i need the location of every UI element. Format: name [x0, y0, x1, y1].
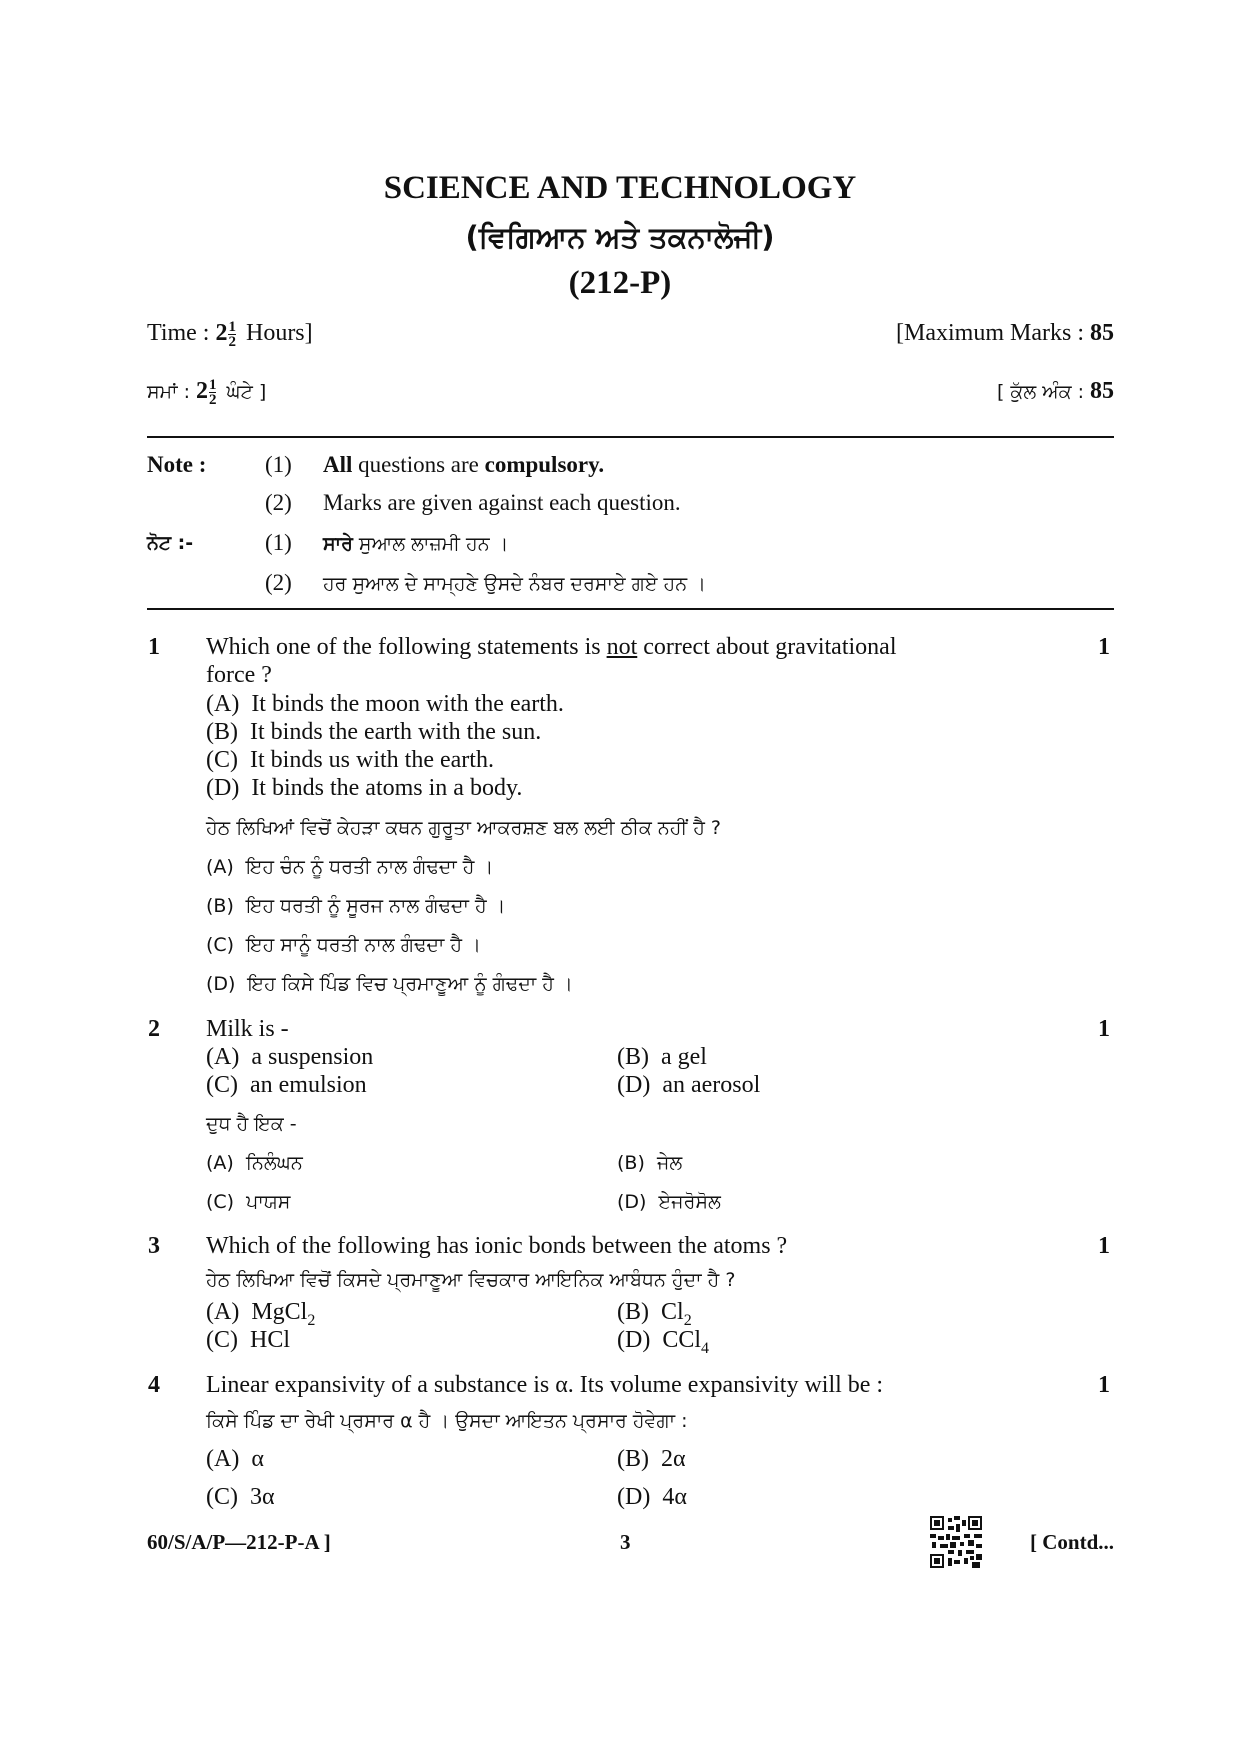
note-label-punjabi: ਨੋਟ :-	[147, 532, 194, 554]
q3-option-d: (D) CCl$_4$	[617, 1327, 710, 1357]
q1-option-c: (C) It binds us with the earth.	[206, 747, 494, 773]
q2-text: Milk is -	[206, 1016, 289, 1042]
q3-number: 3	[148, 1233, 160, 1259]
q2-option-a-punjabi: (A) ਨਿਲੰਘਨ	[206, 1152, 303, 1174]
q4-text: Linear expansivity of a substance is α. Its volume expansivity will be :	[206, 1372, 884, 1398]
note-label: Note :	[147, 452, 207, 477]
q1-marks: 1	[1098, 634, 1110, 660]
q2-option-b: (B) a gel	[617, 1044, 707, 1070]
q1-option-d: (D) It binds the atoms in a body.	[206, 775, 523, 801]
continued-label: [ Contd...	[1029, 1530, 1114, 1554]
note-p2-num: (2)	[265, 570, 292, 595]
q3-text-punjabi: ਹੇਠ ਲਿਖਿਆ ਵਿਚੋਂ ਕਿਸਦੇ ਪ੍ਰਮਾਣੂਆ ਵਿਚਕਾਰ ਆਇਨਿਕ ਆਬੰਧਨ ਹੁੰਦਾ ਹੈ ?	[206, 1269, 736, 1291]
time-line-punjabi: ਸਮਾਂ : 2 $\frac{1}{2}$ ਘੰਟੇ ]	[147, 377, 267, 408]
q2-option-d: (D) an aerosol	[617, 1072, 761, 1098]
q4-option-d: (D) 4α	[617, 1484, 687, 1510]
q1-text-punjabi: ਹੇਠ ਲਿਖਿਆਂ ਵਿਚੋਂ ਕੇਹੜਾ ਕਥਨ ਗੁਰੂਤਾ ਆਕਰਸ਼ਣ ਬਲ ਲਈ ਠੀਕ ਨਹੀਂ ਹੈ ?	[206, 817, 722, 839]
q1-option-d-punjabi: (D) ਇਹ ਕਿਸੇ ਪਿੰਡ ਵਿਚ ਪ੍ਰਮਾਣੂਆ ਨੂੰ ਗੰਢਦਾ ਹੈ ।	[206, 973, 573, 995]
q2-option-b-punjabi: (B) ਜੇਲ	[617, 1152, 683, 1174]
time-whole: 2	[215, 320, 228, 347]
q3-option-c: (C) HCl	[206, 1327, 290, 1353]
note-1: All questions are compulsory.	[323, 452, 605, 477]
divider-top	[147, 436, 1114, 438]
q3-option-b: (B) $Cl_2$	[617, 1299, 692, 1329]
q2-option-d-punjabi: (D) ਏਜਰੋਸੋਲ	[617, 1191, 721, 1213]
note-1-num: (1)	[265, 452, 292, 477]
max-marks-punjabi: [ ਕੁੱਲ ਅੰਕ : 85	[996, 378, 1114, 404]
q2-option-a: (A) a suspension	[206, 1044, 374, 1070]
max-marks: [Maximum Marks : 85	[896, 320, 1114, 346]
time-fraction: $\frac{1}{2}$	[228, 319, 236, 350]
q1-option-a: (A) It binds the moon with the earth.	[206, 691, 564, 717]
paper-code: 60/S/A/P—212-P-A ]	[147, 1530, 331, 1554]
divider-bottom	[147, 608, 1114, 610]
q4-option-a: (A) α	[206, 1446, 264, 1472]
note-p1: ਸਾਰੇ ਸੁਆਲ ਲਾਜ਼ਮੀ ਹਨ ।	[323, 533, 509, 555]
exam-title-punjabi: (ਵਿਗਿਆਨ ਅਤੇ ਤਕਨਾਲੋਜੀ)	[465, 220, 775, 254]
q1-option-b: (B) It binds the earth with the sun.	[206, 719, 542, 745]
q3-marks: 1	[1098, 1233, 1110, 1259]
note-p1-num: (1)	[265, 530, 292, 555]
q4-option-c: (C) 3α	[206, 1484, 275, 1510]
exam-code: (212-P)	[568, 265, 672, 301]
note-2-num: (2)	[265, 490, 292, 515]
qr-code-icon	[930, 1516, 982, 1568]
q3-text: Which of the following has ionic bonds between the atoms ?	[206, 1233, 788, 1259]
q2-marks: 1	[1098, 1016, 1110, 1042]
q2-option-c: (C) an emulsion	[206, 1072, 367, 1098]
q1-text: Which one of the following statements is not correct about gravitational	[206, 634, 897, 660]
q1-text-cont: force ?	[206, 662, 272, 688]
q3-option-a: (A) MgCl$_2$	[206, 1299, 316, 1329]
q4-option-b: (B) 2α	[617, 1446, 686, 1472]
note-p2: ਹਰ ਸੁਆਲ ਦੇ ਸਾਮ੍ਹਣੇ ਉਸਦੇ ਨੰਬਰ ਦਰਸਾਏ ਗਏ ਹਨ ।	[323, 573, 706, 595]
q1-option-b-punjabi: (B) ਇਹ ਧਰਤੀ ਨੂੰ ਸੂਰਜ ਨਾਲ ਗੰਢਦਾ ਹੈ ।	[206, 895, 506, 917]
q2-number: 2	[148, 1016, 160, 1042]
q1-option-a-punjabi: (A) ਇਹ ਚੰਨ ਨੂੰ ਧਰਤੀ ਨਾਲ ਗੰਢਦਾ ਹੈ ।	[206, 856, 494, 878]
q4-marks: 1	[1098, 1372, 1110, 1398]
q2-text-punjabi: ਦੁਧ ਹੈ ਇਕ -	[206, 1113, 297, 1135]
page-number: 3	[620, 1530, 631, 1554]
q2-option-c-punjabi: (C) ਪਾਯਸ	[206, 1191, 291, 1213]
q1-option-c-punjabi: (C) ਇਹ ਸਾਨੂੰ ਧਰਤੀ ਨਾਲ ਗੰਢਦਾ ਹੈ ।	[206, 934, 481, 956]
q4-number: 4	[148, 1372, 160, 1398]
time-line: Time : 2 $\frac{1}{2}$ Hours]	[147, 319, 313, 350]
exam-title: SCIENCE AND TECHNOLOGY	[383, 170, 857, 206]
q1-number: 1	[148, 634, 160, 660]
q4-text-punjabi: ਕਿਸੇ ਪਿੰਡ ਦਾ ਰੇਖੀ ਪ੍ਰਸਾਰ α ਹੈ । ਉਸਦਾ ਆਇਤਨ ਪ੍ਰਸਾਰ ਹੋਵੇਗਾ :	[206, 1410, 688, 1432]
note-2: Marks are given against each question.	[323, 490, 681, 515]
